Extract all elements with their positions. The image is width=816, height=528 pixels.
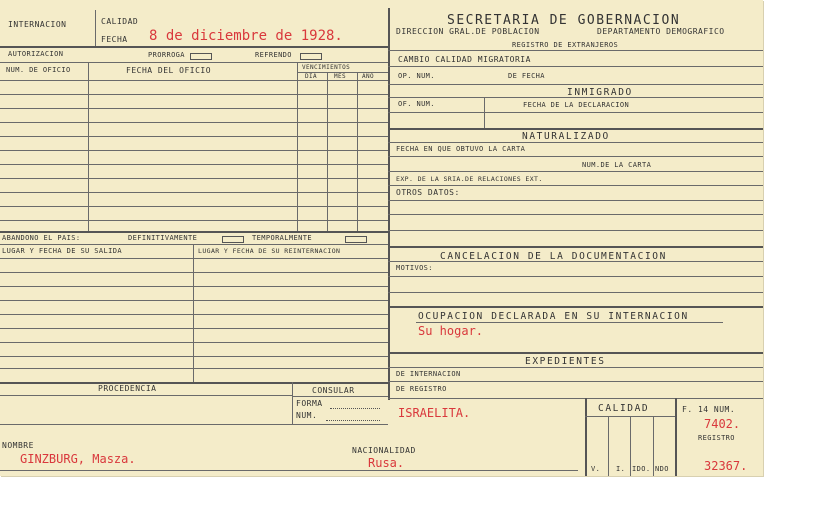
divider	[0, 328, 388, 329]
registro-label: REGISTRO	[698, 434, 735, 442]
fecha-carta-label: FECHA EN QUE OBTUVO LA CARTA	[396, 145, 526, 153]
forma-label: FORMA	[296, 399, 323, 408]
sria-relaciones-label: EXP. DE LA SRIA.DE RELACIONES EXT.	[396, 175, 543, 183]
de-fecha-label: DE FECHA	[508, 72, 545, 80]
consular-label: CONSULAR	[312, 386, 355, 395]
divider	[0, 244, 388, 245]
divider	[0, 272, 388, 273]
calidad-col-ido: IDO.	[632, 465, 651, 473]
divider	[388, 398, 763, 399]
divider	[388, 142, 763, 143]
divider	[292, 382, 293, 424]
divider	[0, 220, 388, 221]
divider	[388, 214, 763, 215]
divider	[0, 178, 388, 179]
dia-header: DIA	[305, 73, 318, 80]
divider	[0, 258, 388, 259]
divider	[388, 292, 763, 293]
divider	[388, 185, 763, 186]
divider	[0, 368, 388, 369]
divider	[0, 46, 388, 48]
divider	[0, 206, 388, 207]
divider	[95, 10, 96, 46]
prorroga-checkbox	[190, 53, 212, 60]
divider	[388, 381, 763, 382]
prorroga-label: PRORROGA	[148, 51, 185, 59]
religion-value: ISRAELITA.	[398, 406, 471, 420]
calidad-col-i: I.	[616, 465, 626, 473]
registro-value: 32367.	[704, 459, 748, 473]
op-num-label: OP. NUM.	[398, 72, 435, 80]
calidad-box-title: CALIDAD	[598, 403, 650, 414]
divider	[388, 156, 763, 157]
temporalmente-label: TEMPORALMENTE	[252, 234, 312, 242]
divider	[630, 416, 631, 476]
mes-header: MES	[334, 73, 347, 80]
divider	[327, 72, 328, 231]
nombre-label: NOMBRE	[2, 441, 34, 450]
refrendo-label: REFRENDO	[255, 51, 292, 59]
divider	[0, 192, 388, 193]
divider	[0, 231, 388, 233]
autorizacion-label: AUTORIZACION	[8, 50, 64, 58]
divider	[388, 246, 763, 248]
divider	[388, 306, 763, 308]
divider	[0, 150, 388, 151]
otros-datos-label: OTROS DATOS:	[396, 188, 460, 197]
fecha-oficio-header: FECHA DEL OFICIO	[126, 66, 212, 75]
abandono-label: ABANDONO EL PAIS:	[2, 234, 81, 242]
divider	[388, 230, 763, 231]
divider	[0, 108, 388, 109]
de-registro-label: DE REGISTRO	[396, 385, 447, 393]
divider	[292, 396, 388, 397]
refrendo-checkbox	[300, 53, 322, 60]
divider	[0, 286, 388, 287]
divider	[388, 66, 763, 67]
nacionalidad-label: NACIONALIDAD	[352, 446, 416, 455]
fecha-declaracion-label: FECHA DE LA DECLARACION	[523, 101, 630, 109]
definitivamente-label: DEFINITIVAMENTE	[128, 234, 198, 242]
direccion-label: DIRECCION GRAL.DE POBLACION	[396, 27, 540, 36]
naturalizado-title: NATURALIZADO	[522, 131, 610, 142]
divider	[675, 398, 677, 476]
divider	[585, 398, 587, 476]
fecha-label: FECHA	[101, 35, 128, 44]
divider	[388, 128, 763, 130]
registro-extranjeros-label: REGISTRO DE EXTRANJEROS	[512, 41, 619, 49]
forma-line	[330, 408, 380, 409]
divider	[388, 112, 763, 113]
divider	[0, 122, 388, 123]
divider	[388, 261, 763, 262]
temporalmente-checkbox	[345, 236, 367, 243]
vencimientos-header: VENCIMIENTOS	[302, 64, 351, 71]
calidad-col-v: V.	[591, 465, 601, 473]
form-num-label: F. 14 NUM.	[682, 405, 736, 414]
nombre-value: GINZBURG, Masza.	[20, 452, 136, 466]
secretaria-title: SECRETARIA DE GOBERNACION	[447, 13, 681, 28]
divider	[388, 200, 763, 201]
divider	[298, 72, 388, 73]
name-baseline	[0, 470, 578, 471]
divider	[388, 50, 763, 51]
ocupacion-underline	[416, 322, 723, 323]
divider	[0, 424, 388, 425]
divider	[388, 276, 763, 277]
form-num-value: 7402.	[704, 417, 741, 431]
ocupacion-value: Su hogar.	[418, 324, 484, 338]
ocupacion-title: OCUPACION DECLARADA EN SU INTERNACION	[418, 311, 689, 322]
internacion-label: INTERNACION	[8, 20, 67, 29]
divider	[193, 244, 194, 382]
divider	[388, 171, 763, 172]
de-internacion-label: DE INTERNACION	[396, 370, 461, 378]
divider	[388, 97, 763, 98]
divider	[388, 367, 763, 368]
divider	[0, 300, 388, 301]
departamento-label: DEPARTAMENTO DEMOGRAFICO	[597, 27, 725, 36]
procedencia-label: PROCEDENCIA	[98, 384, 157, 393]
divider	[0, 94, 388, 95]
divider	[0, 395, 292, 396]
divider	[0, 314, 388, 315]
ano-header: AÑO	[362, 73, 375, 80]
num-carta-label: NUM.DE LA CARTA	[582, 161, 652, 169]
lugar-reinternacion-header: LUGAR Y FECHA DE SU REINTERNACION	[198, 247, 341, 255]
definitivamente-checkbox	[222, 236, 244, 243]
of-num-label: OF. NUM.	[398, 100, 435, 108]
fecha-value: 8 de diciembre de 1928.	[149, 28, 343, 44]
divider	[608, 416, 609, 476]
divider	[0, 356, 388, 357]
divider	[0, 62, 388, 63]
inmigrado-title: INMIGRADO	[567, 87, 633, 98]
calidad-label: CALIDAD	[101, 17, 139, 26]
divider	[388, 352, 763, 354]
num-line	[326, 420, 380, 421]
lugar-salida-header: LUGAR Y FECHA DE SU SALIDA	[2, 247, 122, 255]
divider	[0, 136, 388, 137]
nacionalidad-value: Rusa.	[368, 456, 405, 470]
num-oficio-header: NUM. DE OFICIO	[6, 66, 71, 74]
divider	[388, 84, 763, 85]
expedientes-title: EXPEDIENTES	[525, 356, 606, 367]
cambio-calidad-label: CAMBIO CALIDAD MIGRATORIA	[398, 55, 531, 64]
cancelacion-title: CANCELACION DE LA DOCUMENTACION	[440, 251, 667, 262]
divider	[0, 342, 388, 343]
divider	[653, 416, 654, 476]
motivos-label: MOTIVOS:	[396, 264, 433, 272]
calidad-col-ndo: NDO	[655, 465, 669, 473]
divider	[0, 164, 388, 165]
divider	[0, 382, 388, 384]
num-label: NUM.	[296, 411, 318, 420]
divider	[357, 72, 358, 231]
divider	[0, 80, 388, 81]
